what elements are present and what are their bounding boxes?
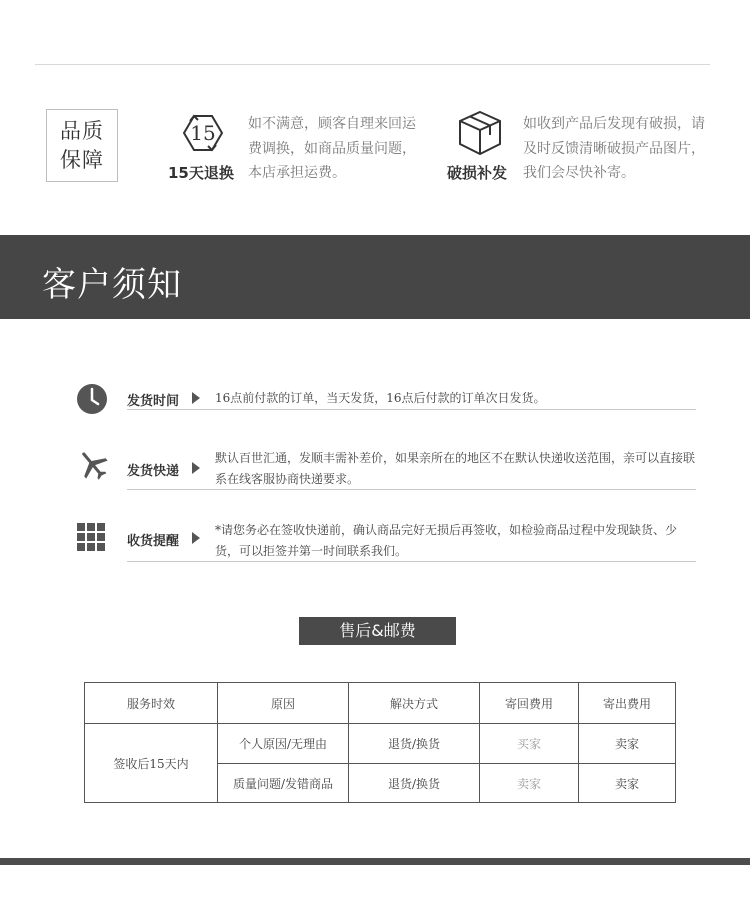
quality-guarantee-badge [46,109,118,182]
aftersale-section-title: 售后&邮费 [299,617,456,645]
badge-line-1: 品质 [60,118,104,143]
solution-cell: 退货/换货 [349,724,480,764]
notice-label: 发货时间 [127,394,180,409]
return-title: 15天退换 [168,164,234,182]
notice-courier [76,448,696,492]
table-header-row [85,683,676,724]
notice-text: 默认百世汇通，发顺丰需补差价，如果亲所在的地区不在默认快递收送范围，亲可以直接联系在线客服协商快递要求。 [215,451,696,486]
grid-icon [76,522,106,552]
header-cell: 解决方式 [349,683,480,724]
notice-receiving [76,520,696,564]
table-row [85,724,676,764]
notice-text: *请您务必在签收快递前，确认商品完好无损后再签收，如检验商品过程中发现缺货、少货，可以拒签并第一时间联系我们。 [215,523,678,558]
return-fee-cell: 卖家 [480,764,579,803]
reason-cell: 个人原因/无理由 [218,724,349,764]
badge-line-2: 保障 [60,147,104,172]
package-box-icon [455,108,505,158]
damage-description: 如收到产品后发现有破损，请及时反馈清晰破损产品图片，我们会尽快补寄。 [523,116,705,181]
return-fee-cell: 买家 [480,724,579,764]
header-cell: 寄出费用 [579,683,676,724]
send-fee-cell: 卖家 [579,764,676,803]
reason-cell: 质量问题/发错商品 [218,764,349,803]
header-cell: 寄回费用 [480,683,579,724]
clock-icon [76,383,108,415]
arrow-right-icon [192,532,200,544]
header-cell: 原因 [218,683,349,724]
notice-underline [127,409,696,410]
airplane-icon [76,448,110,482]
hexagon-15-icon [178,108,228,158]
bottom-bar [0,858,750,865]
notice-text: 16点前付款的订单，当天发货，16点后付款的订单次日发货。 [215,391,546,405]
top-divider [35,64,710,65]
header-cell: 服务时效 [85,683,218,724]
damage-title: 破损补发 [447,164,508,182]
hexagon-number: 15 [190,121,216,145]
solution-cell: 退货/换货 [349,764,480,803]
banner-title: 客户须知 [42,265,182,305]
notice-underline [127,489,696,490]
return-description: 如不满意，顾客自理来回运费调换，如商品质量问题，本店承担运费。 [248,116,416,181]
arrow-right-icon [192,392,200,404]
customer-notice-banner [0,235,750,319]
service-period-cell: 签收后15天内 [85,724,218,803]
notice-label: 收货提醒 [127,534,180,549]
aftersale-fee-table [84,682,676,803]
notice-shipping-time [76,382,696,412]
send-fee-cell: 卖家 [579,724,676,764]
arrow-right-icon [192,462,200,474]
notice-underline [127,561,696,562]
notice-label: 发货快递 [127,464,180,479]
